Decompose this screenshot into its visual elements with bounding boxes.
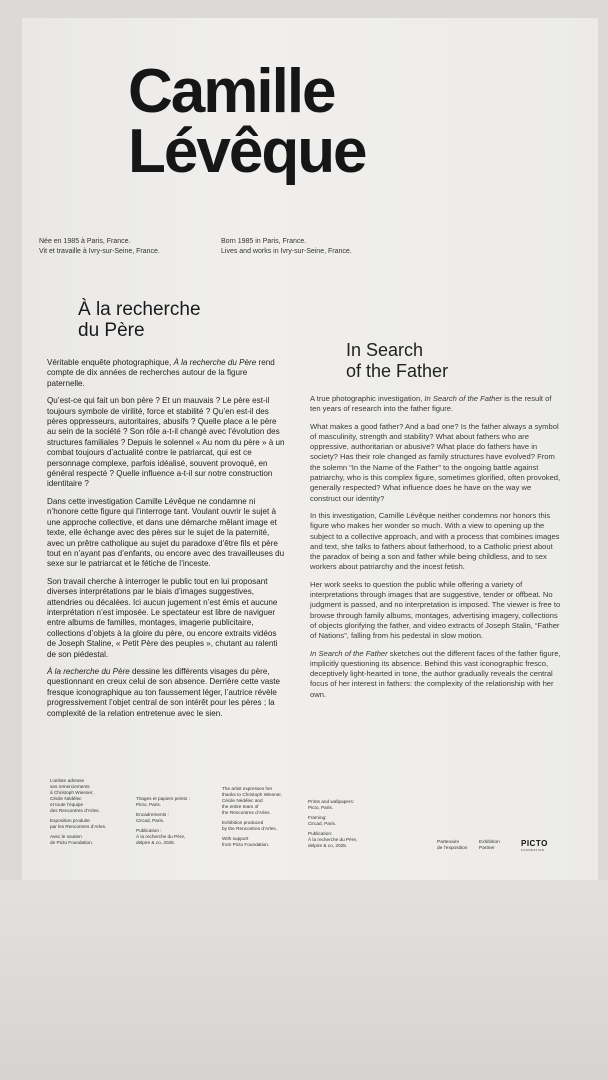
- paragraph-en-1: [310, 394, 562, 415]
- text-run: sketches out the different faces of the father figure, implicitly questioning its absence. Behind this vast iconographic fresco, deceptively light-hearted in tone, the author gradually reveals the central focus of her interest in fathers: the complexity of the relationship with her own.: [310, 648, 561, 699]
- title-italic: À la recherche du Père: [47, 666, 130, 676]
- bio-en: [221, 237, 352, 256]
- credits-en-production: [308, 799, 357, 853]
- title-line-1: Camille: [128, 57, 335, 126]
- credit-line: ses remerciements: [50, 784, 90, 789]
- paragraph-en-2: What makes a good father? And a bad one? Is the father always a symbol of masculinity, strength and stability? What about fathers who are oppressive, authoritarian or abusive? What place do fathers have in society? Has their role changed as family structures have evolved? From the solemn “In the Name of the Father” to the ongoing battle against patriarchy, who is this complex figure, sometimes glorified, often provoked, generally respected? What influence does he have on the way we construct our identity?: [310, 421, 561, 503]
- partner-label-en: [479, 840, 500, 852]
- heading-fr-line: du Père: [78, 320, 145, 341]
- credit-block: [50, 818, 106, 830]
- credit-block: [308, 799, 357, 811]
- paragraph-fr-3: Dans cette investigation Camille Lévêque ne condamne ni n’honore cette figure qui l’interroge tant. Voulant ouvrir le sujet à une approche collective, et dans une démarche mêlant image et texte, elle échange avec des pères sur le sujet de la paternité, avec un prêtre catholique au sujet du paradoxe d’être fils et père tout en n’ayant pas d’enfants, ou encore avec des travailleuses du sexe sur le patriarcat et le fétiche de l’inceste.: [47, 496, 285, 569]
- title-italic: In Search of the Father: [424, 394, 503, 403]
- text-run: is the result of ten years of research into the father figure.: [310, 394, 552, 414]
- credit-line: par les Rencontres d’Arles.: [50, 824, 107, 829]
- credit-line: À la recherche du Père,: [136, 834, 186, 839]
- credit-line: the Rencontres d’Arles.: [222, 810, 271, 815]
- paragraph-en-4: Her work seeks to question the public while offering a variety of interpretations through images that are suggestive, tender or offbeat. No judgment is passed, and no interpretation is imposed. The viewer is free to browse through family albums, montages, advertising imagery, collections of objects glorifying the father, and video extracts of Joseph Stalin, “Father of Nations”, falling from his pedestal in slow motion.: [310, 579, 561, 641]
- text-column-en: [310, 394, 562, 707]
- credit-block: [136, 812, 190, 824]
- credit-line: Publication:: [308, 831, 333, 836]
- text-column-fr: [47, 358, 287, 726]
- text-run: rend compte de dix années de recherches autour de la figure paternelle.: [47, 358, 275, 388]
- bio-fr: [39, 237, 160, 256]
- credit-block: [136, 828, 190, 846]
- credits-en-thanks: [222, 786, 282, 852]
- partner-line: Partner: [479, 846, 495, 851]
- text-run: dessine les différents visages du père, questionnant en creux celui de son absence. Derrière cette vaste fresque iconographique au ton faussement léger, l’autrice révèle progressivement l’objet central de son intérêt pour les pères ; la complexité de la relation entretenue avec le sien.: [47, 666, 281, 718]
- credit-line: des Rencontres d’Arles.: [50, 808, 100, 813]
- logo-text: PICTO: [521, 839, 548, 848]
- credit-line: delpire & co, 2025.: [136, 840, 176, 845]
- credit-line: Circad, Paris.: [308, 821, 337, 826]
- credit-line: Picto, Paris.: [308, 805, 334, 810]
- credit-line: from Picto Foundation.: [222, 842, 270, 847]
- credit-line: Exhibition produced: [222, 820, 264, 825]
- credit-line: Circad, Paris.: [136, 818, 165, 823]
- credit-line: Cécile Nédélec: [50, 796, 82, 801]
- credit-line: thanks to Christoph Wiesner,: [222, 792, 282, 797]
- credit-line: L’artiste adresse: [50, 778, 85, 783]
- credit-line: Exposition produite: [50, 818, 90, 823]
- partner-line: Exhibition: [479, 840, 500, 845]
- paragraph-fr-4: Son travail cherche à interroger le public tout en lui proposant diverses interprétations par le biais d’images suggestives, attendries ou décalées. Ici aucun jugement n’est émis et aucune interprétation n’est imposée. Le spectateur est libre de naviguer entre albums de familles, montages, imagerie publicitaire, collections d’objets à la gloire du père, ou encore extraits vidéos de Joseph Staline, « Petit Père des peuples », chutant au ralenti de son piédestal.: [47, 576, 278, 659]
- credit-line: Framing:: [308, 815, 327, 820]
- credit-line: à Christoph Wiesner,: [50, 790, 94, 795]
- paragraph-en-3: In this investigation, Camille Lévêque neither condemns nor honors this figure who makes her wonder so much. With a view to opening up the subject to a collective approach, and with a process that combines images and text, she talks to fathers about fatherhood, to a Catholic priest about the paradox of being a son and father while being childless, and to sex workers about patriarchy and the incest fetish.: [310, 510, 560, 572]
- credit-line: by the Rencontres d’Arles.: [222, 826, 277, 831]
- artist-name-title: [128, 57, 366, 186]
- credit-line: Cécile Nédélec and: [222, 798, 263, 803]
- credit-line: the entire team of: [222, 804, 259, 809]
- partner-label-fr: [437, 840, 467, 852]
- heading-en-line: of the Father: [346, 361, 449, 381]
- credit-line: The artist expresses her: [222, 786, 273, 791]
- credit-line: Publication :: [136, 828, 162, 833]
- text-run: Véritable enquête photographique,: [47, 358, 174, 367]
- heading-en-line: In Search: [346, 340, 424, 360]
- picto-logo: [521, 840, 548, 852]
- paragraph-en-5: [310, 649, 562, 700]
- floor: [0, 880, 608, 1080]
- credit-line: Prints and wallpapers:: [308, 799, 355, 804]
- paragraph-fr-2: Qu’est-ce qui fait un bon père ? Et un mauvais ? Le père est-il toujours symbole de virilité, force et stabilité ? Qu’en est-il des pères oppresseurs, autoritaires, abusifs ? Quelle place a le père au sein de la société ? Son rôle a-t-il changé avec l’évolution des structures familiales ? Depuis le solennel « Au nom du père » à un combat toujours d’actualité contre le patriarcat, qui est ce personnage complexe, parfois idéalisé, souvent provoqué, en général respecté ? Quelle influence a-t-il sur notre construction identitaire ?: [47, 396, 285, 489]
- bio-en-line: Born 1985 in Paris, France.: [221, 238, 307, 245]
- text-run: A true photographic investigation,: [310, 394, 425, 403]
- credits-fr-production: [136, 796, 190, 850]
- credit-line: À la recherche du Père,: [308, 837, 358, 842]
- credit-block: [222, 820, 282, 832]
- credit-line: Picto, Paris.: [136, 802, 162, 807]
- credit-block: [222, 836, 282, 848]
- credit-line: With support: [222, 836, 249, 841]
- credit-line: delpire & co, 2025.: [308, 843, 348, 848]
- heading-fr: [78, 299, 201, 341]
- credit-line: Avec le soutien: [50, 834, 82, 839]
- credit-block: [308, 831, 357, 849]
- credits-fr-thanks: [50, 778, 106, 850]
- bio-fr-line: Née en 1985 à Paris, France.: [39, 238, 131, 245]
- credit-block: [50, 834, 106, 846]
- credit-line: et toute l’équipe: [50, 802, 84, 807]
- title-line-2: Lévêque: [128, 117, 366, 186]
- credit-block: [136, 796, 190, 808]
- paragraph-fr-1: [47, 358, 287, 389]
- credit-block: [222, 786, 282, 816]
- bio-fr-line: Vit et travaille à Ivry-sur-Seine, France.: [39, 247, 160, 255]
- title-italic: In Search of the Father: [310, 648, 388, 658]
- credit-block: [308, 815, 357, 827]
- heading-en: [346, 340, 448, 382]
- credit-line: de Picto Foundation.: [50, 840, 93, 845]
- paragraph-fr-5: [47, 667, 287, 719]
- partner-line: Partenaire: [437, 840, 460, 845]
- credit-block: [50, 778, 106, 814]
- title-italic: À la recherche du Père: [173, 358, 257, 367]
- bio-en-line: Lives and works in Ivry-sur-Seine, France.: [221, 247, 352, 255]
- heading-fr-line: À la recherche: [78, 299, 201, 320]
- partner-line: de l’exposition: [437, 846, 468, 851]
- credit-line: Tirages et papiers peints :: [136, 796, 190, 801]
- credit-line: Encadrements :: [136, 812, 169, 817]
- logo-subtext: FOUNDATION: [521, 848, 545, 852]
